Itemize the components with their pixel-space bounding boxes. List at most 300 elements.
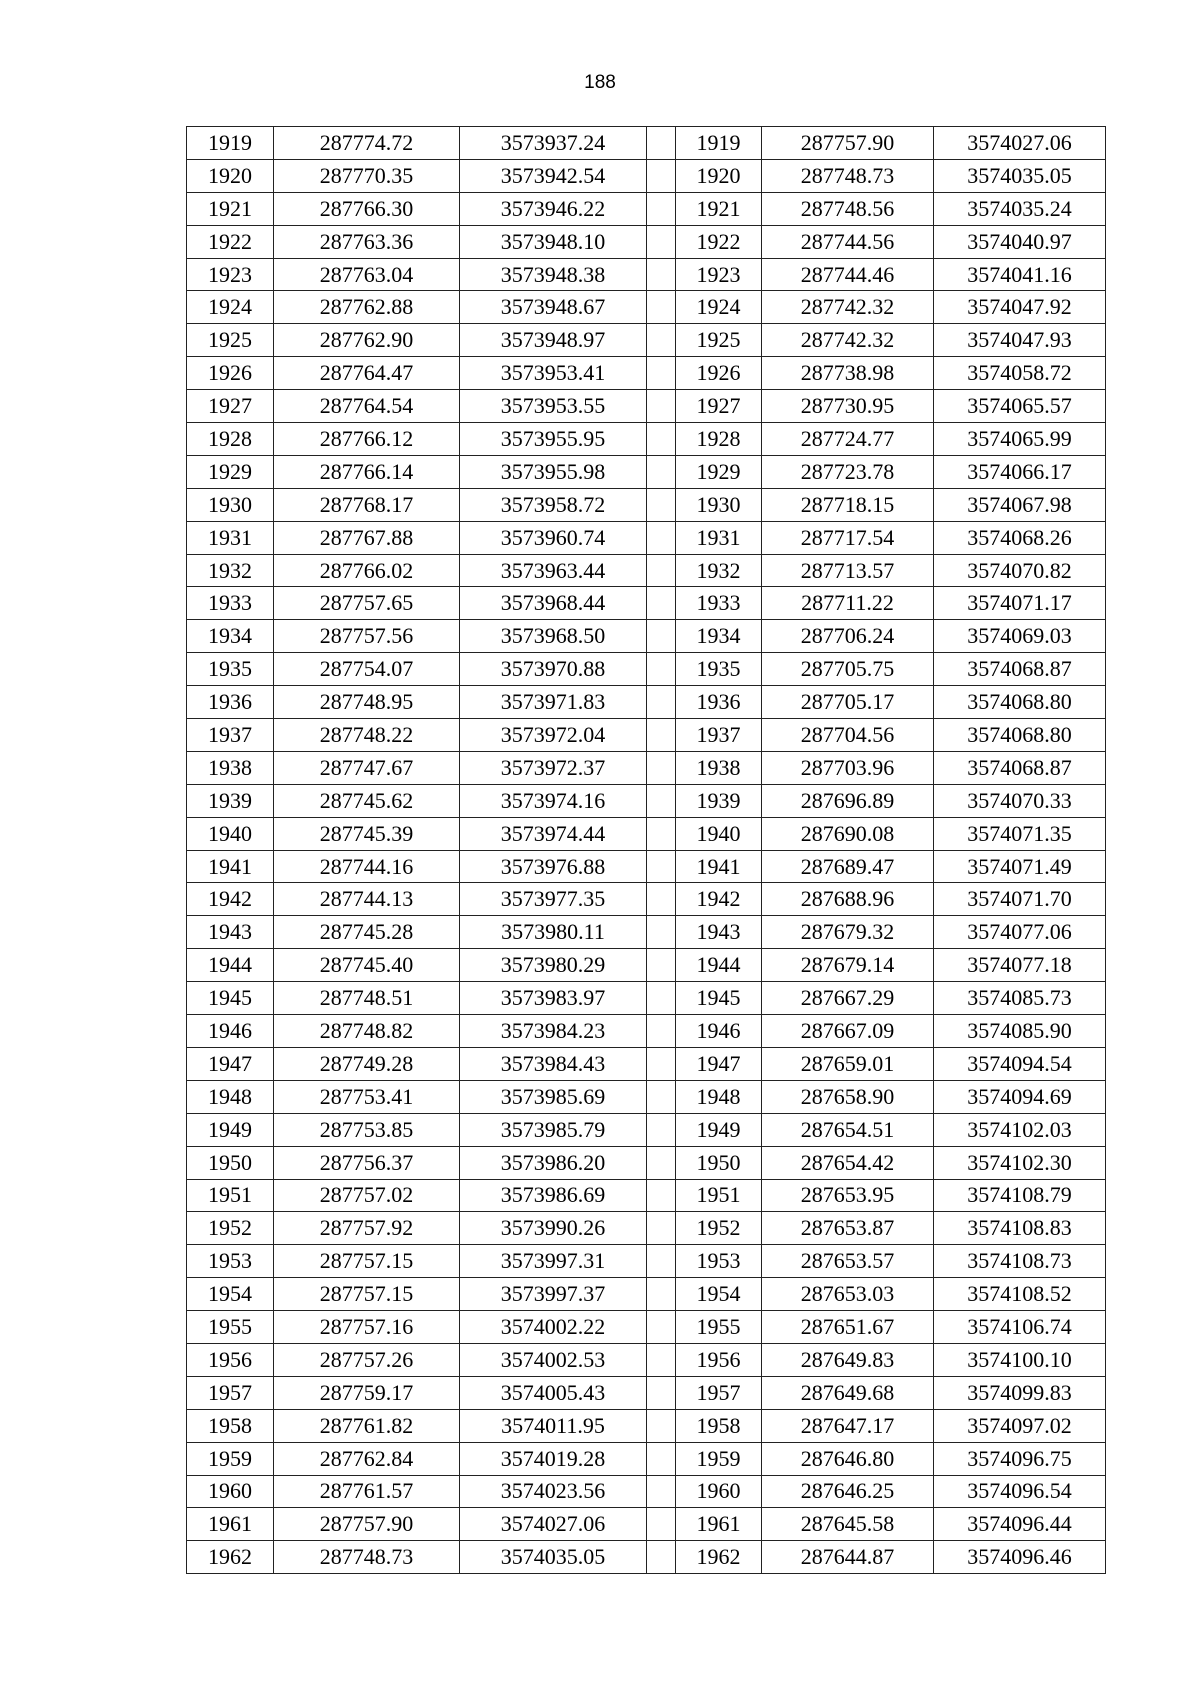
table-row — [187, 488, 1106, 521]
separator-cell — [647, 1047, 676, 1080]
left-x-coordinate-cell: 287745.62 — [274, 784, 460, 817]
right-y-coordinate-cell: 3574040.97 — [934, 225, 1106, 258]
table-row — [187, 1376, 1106, 1409]
left-x-coordinate-cell: 287744.16 — [274, 850, 460, 883]
separator-cell — [647, 587, 676, 620]
right-point-id-cell: 1927 — [676, 390, 762, 423]
left-y-coordinate-cell: 3573986.69 — [460, 1179, 647, 1212]
left-point-id-cell: 1950 — [187, 1146, 274, 1179]
table-row — [187, 423, 1106, 456]
right-point-id-cell: 1962 — [676, 1541, 762, 1574]
right-point-id-cell: 1936 — [676, 686, 762, 719]
separator-cell — [647, 1311, 676, 1344]
table-row — [187, 1015, 1106, 1048]
left-y-coordinate-cell: 3573974.16 — [460, 784, 647, 817]
left-y-coordinate-cell: 3573946.22 — [460, 192, 647, 225]
left-y-coordinate-cell: 3573974.44 — [460, 817, 647, 850]
left-y-coordinate-cell: 3573997.31 — [460, 1245, 647, 1278]
left-x-coordinate-cell: 287753.41 — [274, 1080, 460, 1113]
left-x-coordinate-cell: 287757.56 — [274, 620, 460, 653]
right-x-coordinate-cell: 287658.90 — [762, 1080, 934, 1113]
right-point-id-cell: 1922 — [676, 225, 762, 258]
separator-cell — [647, 192, 676, 225]
separator-cell — [647, 1409, 676, 1442]
left-y-coordinate-cell: 3573953.55 — [460, 390, 647, 423]
left-x-coordinate-cell: 287748.22 — [274, 719, 460, 752]
left-y-coordinate-cell: 3573953.41 — [460, 357, 647, 390]
separator-cell — [647, 949, 676, 982]
right-x-coordinate-cell: 287705.75 — [762, 653, 934, 686]
right-y-coordinate-cell: 3574041.16 — [934, 258, 1106, 291]
left-x-coordinate-cell: 287766.12 — [274, 423, 460, 456]
left-point-id-cell: 1922 — [187, 225, 274, 258]
right-y-coordinate-cell: 3574108.52 — [934, 1278, 1106, 1311]
left-y-coordinate-cell: 3573955.95 — [460, 423, 647, 456]
right-x-coordinate-cell: 287738.98 — [762, 357, 934, 390]
left-x-coordinate-cell: 287757.15 — [274, 1278, 460, 1311]
left-y-coordinate-cell: 3573986.20 — [460, 1146, 647, 1179]
left-point-id-cell: 1939 — [187, 784, 274, 817]
left-x-coordinate-cell: 287767.88 — [274, 521, 460, 554]
right-point-id-cell: 1923 — [676, 258, 762, 291]
right-x-coordinate-cell: 287730.95 — [762, 390, 934, 423]
left-point-id-cell: 1925 — [187, 324, 274, 357]
left-point-id-cell: 1960 — [187, 1475, 274, 1508]
right-y-coordinate-cell: 3574071.70 — [934, 883, 1106, 916]
right-point-id-cell: 1924 — [676, 291, 762, 324]
left-point-id-cell: 1941 — [187, 850, 274, 883]
left-point-id-cell: 1959 — [187, 1442, 274, 1475]
left-y-coordinate-cell: 3573985.69 — [460, 1080, 647, 1113]
left-point-id-cell: 1945 — [187, 982, 274, 1015]
separator-cell — [647, 127, 676, 160]
left-y-coordinate-cell: 3573983.97 — [460, 982, 647, 1015]
table-row — [187, 883, 1106, 916]
left-y-coordinate-cell: 3573968.50 — [460, 620, 647, 653]
right-x-coordinate-cell: 287679.32 — [762, 916, 934, 949]
right-x-coordinate-cell: 287653.03 — [762, 1278, 934, 1311]
separator-cell — [647, 1508, 676, 1541]
left-x-coordinate-cell: 287763.36 — [274, 225, 460, 258]
left-x-coordinate-cell: 287748.82 — [274, 1015, 460, 1048]
left-y-coordinate-cell: 3573948.38 — [460, 258, 647, 291]
right-point-id-cell: 1942 — [676, 883, 762, 916]
left-point-id-cell: 1932 — [187, 554, 274, 587]
left-point-id-cell: 1956 — [187, 1343, 274, 1376]
right-y-coordinate-cell: 3574065.99 — [934, 423, 1106, 456]
left-x-coordinate-cell: 287762.88 — [274, 291, 460, 324]
table-row — [187, 291, 1106, 324]
right-y-coordinate-cell: 3574100.10 — [934, 1343, 1106, 1376]
table-row — [187, 982, 1106, 1015]
left-y-coordinate-cell: 3573963.44 — [460, 554, 647, 587]
table-row — [187, 1343, 1106, 1376]
left-point-id-cell: 1951 — [187, 1179, 274, 1212]
separator-cell — [647, 1278, 676, 1311]
right-y-coordinate-cell: 3574068.87 — [934, 751, 1106, 784]
left-x-coordinate-cell: 287748.73 — [274, 1541, 460, 1574]
separator-cell — [647, 1179, 676, 1212]
separator-cell — [647, 620, 676, 653]
right-y-coordinate-cell: 3574035.24 — [934, 192, 1106, 225]
right-y-coordinate-cell: 3574068.26 — [934, 521, 1106, 554]
left-y-coordinate-cell: 3573942.54 — [460, 159, 647, 192]
left-point-id-cell: 1961 — [187, 1508, 274, 1541]
left-x-coordinate-cell: 287762.90 — [274, 324, 460, 357]
separator-cell — [647, 291, 676, 324]
table-row — [187, 850, 1106, 883]
table-row — [187, 1179, 1106, 1212]
right-x-coordinate-cell: 287644.87 — [762, 1541, 934, 1574]
left-point-id-cell: 1936 — [187, 686, 274, 719]
right-x-coordinate-cell: 287647.17 — [762, 1409, 934, 1442]
table-row — [187, 1245, 1106, 1278]
right-x-coordinate-cell: 287748.73 — [762, 159, 934, 192]
right-y-coordinate-cell: 3574067.98 — [934, 488, 1106, 521]
left-point-id-cell: 1947 — [187, 1047, 274, 1080]
left-x-coordinate-cell: 287745.28 — [274, 916, 460, 949]
left-x-coordinate-cell: 287768.17 — [274, 488, 460, 521]
separator-cell — [647, 784, 676, 817]
left-x-coordinate-cell: 287757.90 — [274, 1508, 460, 1541]
table-row — [187, 1442, 1106, 1475]
separator-cell — [647, 850, 676, 883]
left-x-coordinate-cell: 287749.28 — [274, 1047, 460, 1080]
table-row — [187, 1278, 1106, 1311]
left-y-coordinate-cell: 3573980.29 — [460, 949, 647, 982]
left-point-id-cell: 1949 — [187, 1113, 274, 1146]
right-x-coordinate-cell: 287711.22 — [762, 587, 934, 620]
right-y-coordinate-cell: 3574096.75 — [934, 1442, 1106, 1475]
right-point-id-cell: 1955 — [676, 1311, 762, 1344]
left-point-id-cell: 1920 — [187, 159, 274, 192]
left-point-id-cell: 1957 — [187, 1376, 274, 1409]
left-x-coordinate-cell: 287757.16 — [274, 1311, 460, 1344]
left-y-coordinate-cell: 3573990.26 — [460, 1212, 647, 1245]
right-y-coordinate-cell: 3574068.80 — [934, 719, 1106, 752]
left-y-coordinate-cell: 3574002.22 — [460, 1311, 647, 1344]
left-point-id-cell: 1937 — [187, 719, 274, 752]
right-point-id-cell: 1935 — [676, 653, 762, 686]
right-point-id-cell: 1960 — [676, 1475, 762, 1508]
left-x-coordinate-cell: 287770.35 — [274, 159, 460, 192]
left-y-coordinate-cell: 3573985.79 — [460, 1113, 647, 1146]
table-row — [187, 719, 1106, 752]
right-point-id-cell: 1920 — [676, 159, 762, 192]
right-point-id-cell: 1943 — [676, 916, 762, 949]
table-row — [187, 192, 1106, 225]
left-point-id-cell: 1955 — [187, 1311, 274, 1344]
right-point-id-cell: 1959 — [676, 1442, 762, 1475]
left-point-id-cell: 1931 — [187, 521, 274, 554]
left-point-id-cell: 1942 — [187, 883, 274, 916]
left-point-id-cell: 1934 — [187, 620, 274, 653]
left-point-id-cell: 1923 — [187, 258, 274, 291]
left-x-coordinate-cell: 287763.04 — [274, 258, 460, 291]
left-point-id-cell: 1953 — [187, 1245, 274, 1278]
left-point-id-cell: 1946 — [187, 1015, 274, 1048]
right-x-coordinate-cell: 287689.47 — [762, 850, 934, 883]
left-point-id-cell: 1935 — [187, 653, 274, 686]
right-point-id-cell: 1953 — [676, 1245, 762, 1278]
right-x-coordinate-cell: 287646.25 — [762, 1475, 934, 1508]
left-y-coordinate-cell: 3573976.88 — [460, 850, 647, 883]
separator-cell — [647, 1541, 676, 1574]
right-point-id-cell: 1940 — [676, 817, 762, 850]
left-point-id-cell: 1926 — [187, 357, 274, 390]
table-row — [187, 554, 1106, 587]
left-y-coordinate-cell: 3573968.44 — [460, 587, 647, 620]
right-point-id-cell: 1938 — [676, 751, 762, 784]
left-y-coordinate-cell: 3573984.43 — [460, 1047, 647, 1080]
left-x-coordinate-cell: 287748.95 — [274, 686, 460, 719]
table-row — [187, 1475, 1106, 1508]
right-x-coordinate-cell: 287653.87 — [762, 1212, 934, 1245]
table-row — [187, 916, 1106, 949]
left-point-id-cell: 1930 — [187, 488, 274, 521]
separator-cell — [647, 554, 676, 587]
left-y-coordinate-cell: 3574035.05 — [460, 1541, 647, 1574]
right-y-coordinate-cell: 3574102.30 — [934, 1146, 1106, 1179]
left-x-coordinate-cell: 287762.84 — [274, 1442, 460, 1475]
right-x-coordinate-cell: 287713.57 — [762, 554, 934, 587]
right-point-id-cell: 1919 — [676, 127, 762, 160]
right-y-coordinate-cell: 3574094.69 — [934, 1080, 1106, 1113]
right-x-coordinate-cell: 287742.32 — [762, 324, 934, 357]
left-x-coordinate-cell: 287753.85 — [274, 1113, 460, 1146]
right-point-id-cell: 1941 — [676, 850, 762, 883]
right-x-coordinate-cell: 287748.56 — [762, 192, 934, 225]
table-row — [187, 1541, 1106, 1574]
left-y-coordinate-cell: 3573948.97 — [460, 324, 647, 357]
separator-cell — [647, 982, 676, 1015]
separator-cell — [647, 225, 676, 258]
left-y-coordinate-cell: 3573977.35 — [460, 883, 647, 916]
right-y-coordinate-cell: 3574069.03 — [934, 620, 1106, 653]
left-x-coordinate-cell: 287766.14 — [274, 455, 460, 488]
left-y-coordinate-cell: 3573971.83 — [460, 686, 647, 719]
left-point-id-cell: 1954 — [187, 1278, 274, 1311]
right-y-coordinate-cell: 3574085.90 — [934, 1015, 1106, 1048]
right-x-coordinate-cell: 287744.46 — [762, 258, 934, 291]
right-x-coordinate-cell: 287690.08 — [762, 817, 934, 850]
left-y-coordinate-cell: 3573972.37 — [460, 751, 647, 784]
left-x-coordinate-cell: 287747.67 — [274, 751, 460, 784]
right-point-id-cell: 1925 — [676, 324, 762, 357]
right-y-coordinate-cell: 3574106.74 — [934, 1311, 1106, 1344]
table-row — [187, 1508, 1106, 1541]
separator-cell — [647, 1442, 676, 1475]
table-row — [187, 949, 1106, 982]
left-y-coordinate-cell: 3574005.43 — [460, 1376, 647, 1409]
right-x-coordinate-cell: 287757.90 — [762, 127, 934, 160]
right-x-coordinate-cell: 287744.56 — [762, 225, 934, 258]
left-x-coordinate-cell: 287764.54 — [274, 390, 460, 423]
left-point-id-cell: 1940 — [187, 817, 274, 850]
right-point-id-cell: 1944 — [676, 949, 762, 982]
right-x-coordinate-cell: 287717.54 — [762, 521, 934, 554]
right-y-coordinate-cell: 3574058.72 — [934, 357, 1106, 390]
right-y-coordinate-cell: 3574066.17 — [934, 455, 1106, 488]
table-row — [187, 1212, 1106, 1245]
right-y-coordinate-cell: 3574047.92 — [934, 291, 1106, 324]
right-point-id-cell: 1930 — [676, 488, 762, 521]
right-point-id-cell: 1958 — [676, 1409, 762, 1442]
left-y-coordinate-cell: 3573948.67 — [460, 291, 647, 324]
right-point-id-cell: 1934 — [676, 620, 762, 653]
left-y-coordinate-cell: 3573958.72 — [460, 488, 647, 521]
left-x-coordinate-cell: 287757.65 — [274, 587, 460, 620]
left-point-id-cell: 1928 — [187, 423, 274, 456]
left-point-id-cell: 1952 — [187, 1212, 274, 1245]
table-row — [187, 258, 1106, 291]
table-row — [187, 1146, 1106, 1179]
left-point-id-cell: 1943 — [187, 916, 274, 949]
right-point-id-cell: 1921 — [676, 192, 762, 225]
table-row — [187, 1047, 1106, 1080]
right-y-coordinate-cell: 3574096.54 — [934, 1475, 1106, 1508]
right-point-id-cell: 1961 — [676, 1508, 762, 1541]
left-y-coordinate-cell: 3574002.53 — [460, 1343, 647, 1376]
left-x-coordinate-cell: 287759.17 — [274, 1376, 460, 1409]
left-point-id-cell: 1921 — [187, 192, 274, 225]
separator-cell — [647, 751, 676, 784]
right-y-coordinate-cell: 3574035.05 — [934, 159, 1106, 192]
left-x-coordinate-cell: 287748.51 — [274, 982, 460, 1015]
right-y-coordinate-cell: 3574065.57 — [934, 390, 1106, 423]
right-x-coordinate-cell: 287742.32 — [762, 291, 934, 324]
left-y-coordinate-cell: 3573984.23 — [460, 1015, 647, 1048]
table-row — [187, 357, 1106, 390]
left-y-coordinate-cell: 3573960.74 — [460, 521, 647, 554]
right-y-coordinate-cell: 3574071.35 — [934, 817, 1106, 850]
separator-cell — [647, 1376, 676, 1409]
right-y-coordinate-cell: 3574094.54 — [934, 1047, 1106, 1080]
right-point-id-cell: 1928 — [676, 423, 762, 456]
right-y-coordinate-cell: 3574070.82 — [934, 554, 1106, 587]
left-x-coordinate-cell: 287756.37 — [274, 1146, 460, 1179]
separator-cell — [647, 521, 676, 554]
right-point-id-cell: 1937 — [676, 719, 762, 752]
right-x-coordinate-cell: 287703.96 — [762, 751, 934, 784]
separator-cell — [647, 916, 676, 949]
left-point-id-cell: 1962 — [187, 1541, 274, 1574]
coordinate-table — [186, 126, 1106, 1574]
right-y-coordinate-cell: 3574108.73 — [934, 1245, 1106, 1278]
separator-cell — [647, 390, 676, 423]
right-y-coordinate-cell: 3574071.49 — [934, 850, 1106, 883]
separator-cell — [647, 455, 676, 488]
right-x-coordinate-cell: 287679.14 — [762, 949, 934, 982]
right-point-id-cell: 1954 — [676, 1278, 762, 1311]
right-x-coordinate-cell: 287723.78 — [762, 455, 934, 488]
separator-cell — [647, 653, 676, 686]
left-point-id-cell: 1929 — [187, 455, 274, 488]
left-x-coordinate-cell: 287764.47 — [274, 357, 460, 390]
right-point-id-cell: 1957 — [676, 1376, 762, 1409]
table-row — [187, 817, 1106, 850]
right-point-id-cell: 1952 — [676, 1212, 762, 1245]
separator-cell — [647, 1343, 676, 1376]
right-y-coordinate-cell: 3574068.80 — [934, 686, 1106, 719]
separator-cell — [647, 1080, 676, 1113]
left-y-coordinate-cell: 3573997.37 — [460, 1278, 647, 1311]
table-row — [187, 587, 1106, 620]
table-row — [187, 686, 1106, 719]
right-y-coordinate-cell: 3574068.87 — [934, 653, 1106, 686]
separator-cell — [647, 357, 676, 390]
right-x-coordinate-cell: 287667.09 — [762, 1015, 934, 1048]
right-x-coordinate-cell: 287688.96 — [762, 883, 934, 916]
table-row — [187, 653, 1106, 686]
right-point-id-cell: 1949 — [676, 1113, 762, 1146]
right-x-coordinate-cell: 287649.68 — [762, 1376, 934, 1409]
separator-cell — [647, 1146, 676, 1179]
left-y-coordinate-cell: 3573972.04 — [460, 719, 647, 752]
separator-cell — [647, 883, 676, 916]
right-y-coordinate-cell: 3574097.02 — [934, 1409, 1106, 1442]
table-row — [187, 225, 1106, 258]
separator-cell — [647, 1212, 676, 1245]
table-row — [187, 751, 1106, 784]
right-y-coordinate-cell: 3574108.83 — [934, 1212, 1106, 1245]
right-x-coordinate-cell: 287659.01 — [762, 1047, 934, 1080]
table-row — [187, 159, 1106, 192]
table-row — [187, 455, 1106, 488]
left-y-coordinate-cell: 3574027.06 — [460, 1508, 647, 1541]
table-row — [187, 1080, 1106, 1113]
table-row — [187, 521, 1106, 554]
left-y-coordinate-cell: 3573948.10 — [460, 225, 647, 258]
table-row — [187, 784, 1106, 817]
right-x-coordinate-cell: 287653.57 — [762, 1245, 934, 1278]
separator-cell — [647, 324, 676, 357]
left-y-coordinate-cell: 3574023.56 — [460, 1475, 647, 1508]
right-y-coordinate-cell: 3574027.06 — [934, 127, 1106, 160]
left-x-coordinate-cell: 287757.15 — [274, 1245, 460, 1278]
left-y-coordinate-cell: 3573980.11 — [460, 916, 647, 949]
right-x-coordinate-cell: 287704.56 — [762, 719, 934, 752]
left-x-coordinate-cell: 287766.30 — [274, 192, 460, 225]
left-y-coordinate-cell: 3573955.98 — [460, 455, 647, 488]
right-x-coordinate-cell: 287667.29 — [762, 982, 934, 1015]
right-x-coordinate-cell: 287651.67 — [762, 1311, 934, 1344]
table-row — [187, 1311, 1106, 1344]
right-point-id-cell: 1950 — [676, 1146, 762, 1179]
right-y-coordinate-cell: 3574108.79 — [934, 1179, 1106, 1212]
right-y-coordinate-cell: 3574077.18 — [934, 949, 1106, 982]
left-x-coordinate-cell: 287745.40 — [274, 949, 460, 982]
left-point-id-cell: 1919 — [187, 127, 274, 160]
right-point-id-cell: 1945 — [676, 982, 762, 1015]
right-point-id-cell: 1939 — [676, 784, 762, 817]
table-row — [187, 1113, 1106, 1146]
table-row — [187, 620, 1106, 653]
separator-cell — [647, 423, 676, 456]
left-point-id-cell: 1927 — [187, 390, 274, 423]
left-x-coordinate-cell: 287745.39 — [274, 817, 460, 850]
right-y-coordinate-cell: 3574071.17 — [934, 587, 1106, 620]
right-x-coordinate-cell: 287705.17 — [762, 686, 934, 719]
right-y-coordinate-cell: 3574096.44 — [934, 1508, 1106, 1541]
right-x-coordinate-cell: 287649.83 — [762, 1343, 934, 1376]
separator-cell — [647, 488, 676, 521]
separator-cell — [647, 1113, 676, 1146]
right-x-coordinate-cell: 287654.51 — [762, 1113, 934, 1146]
left-x-coordinate-cell: 287766.02 — [274, 554, 460, 587]
left-x-coordinate-cell: 287761.82 — [274, 1409, 460, 1442]
right-point-id-cell: 1956 — [676, 1343, 762, 1376]
